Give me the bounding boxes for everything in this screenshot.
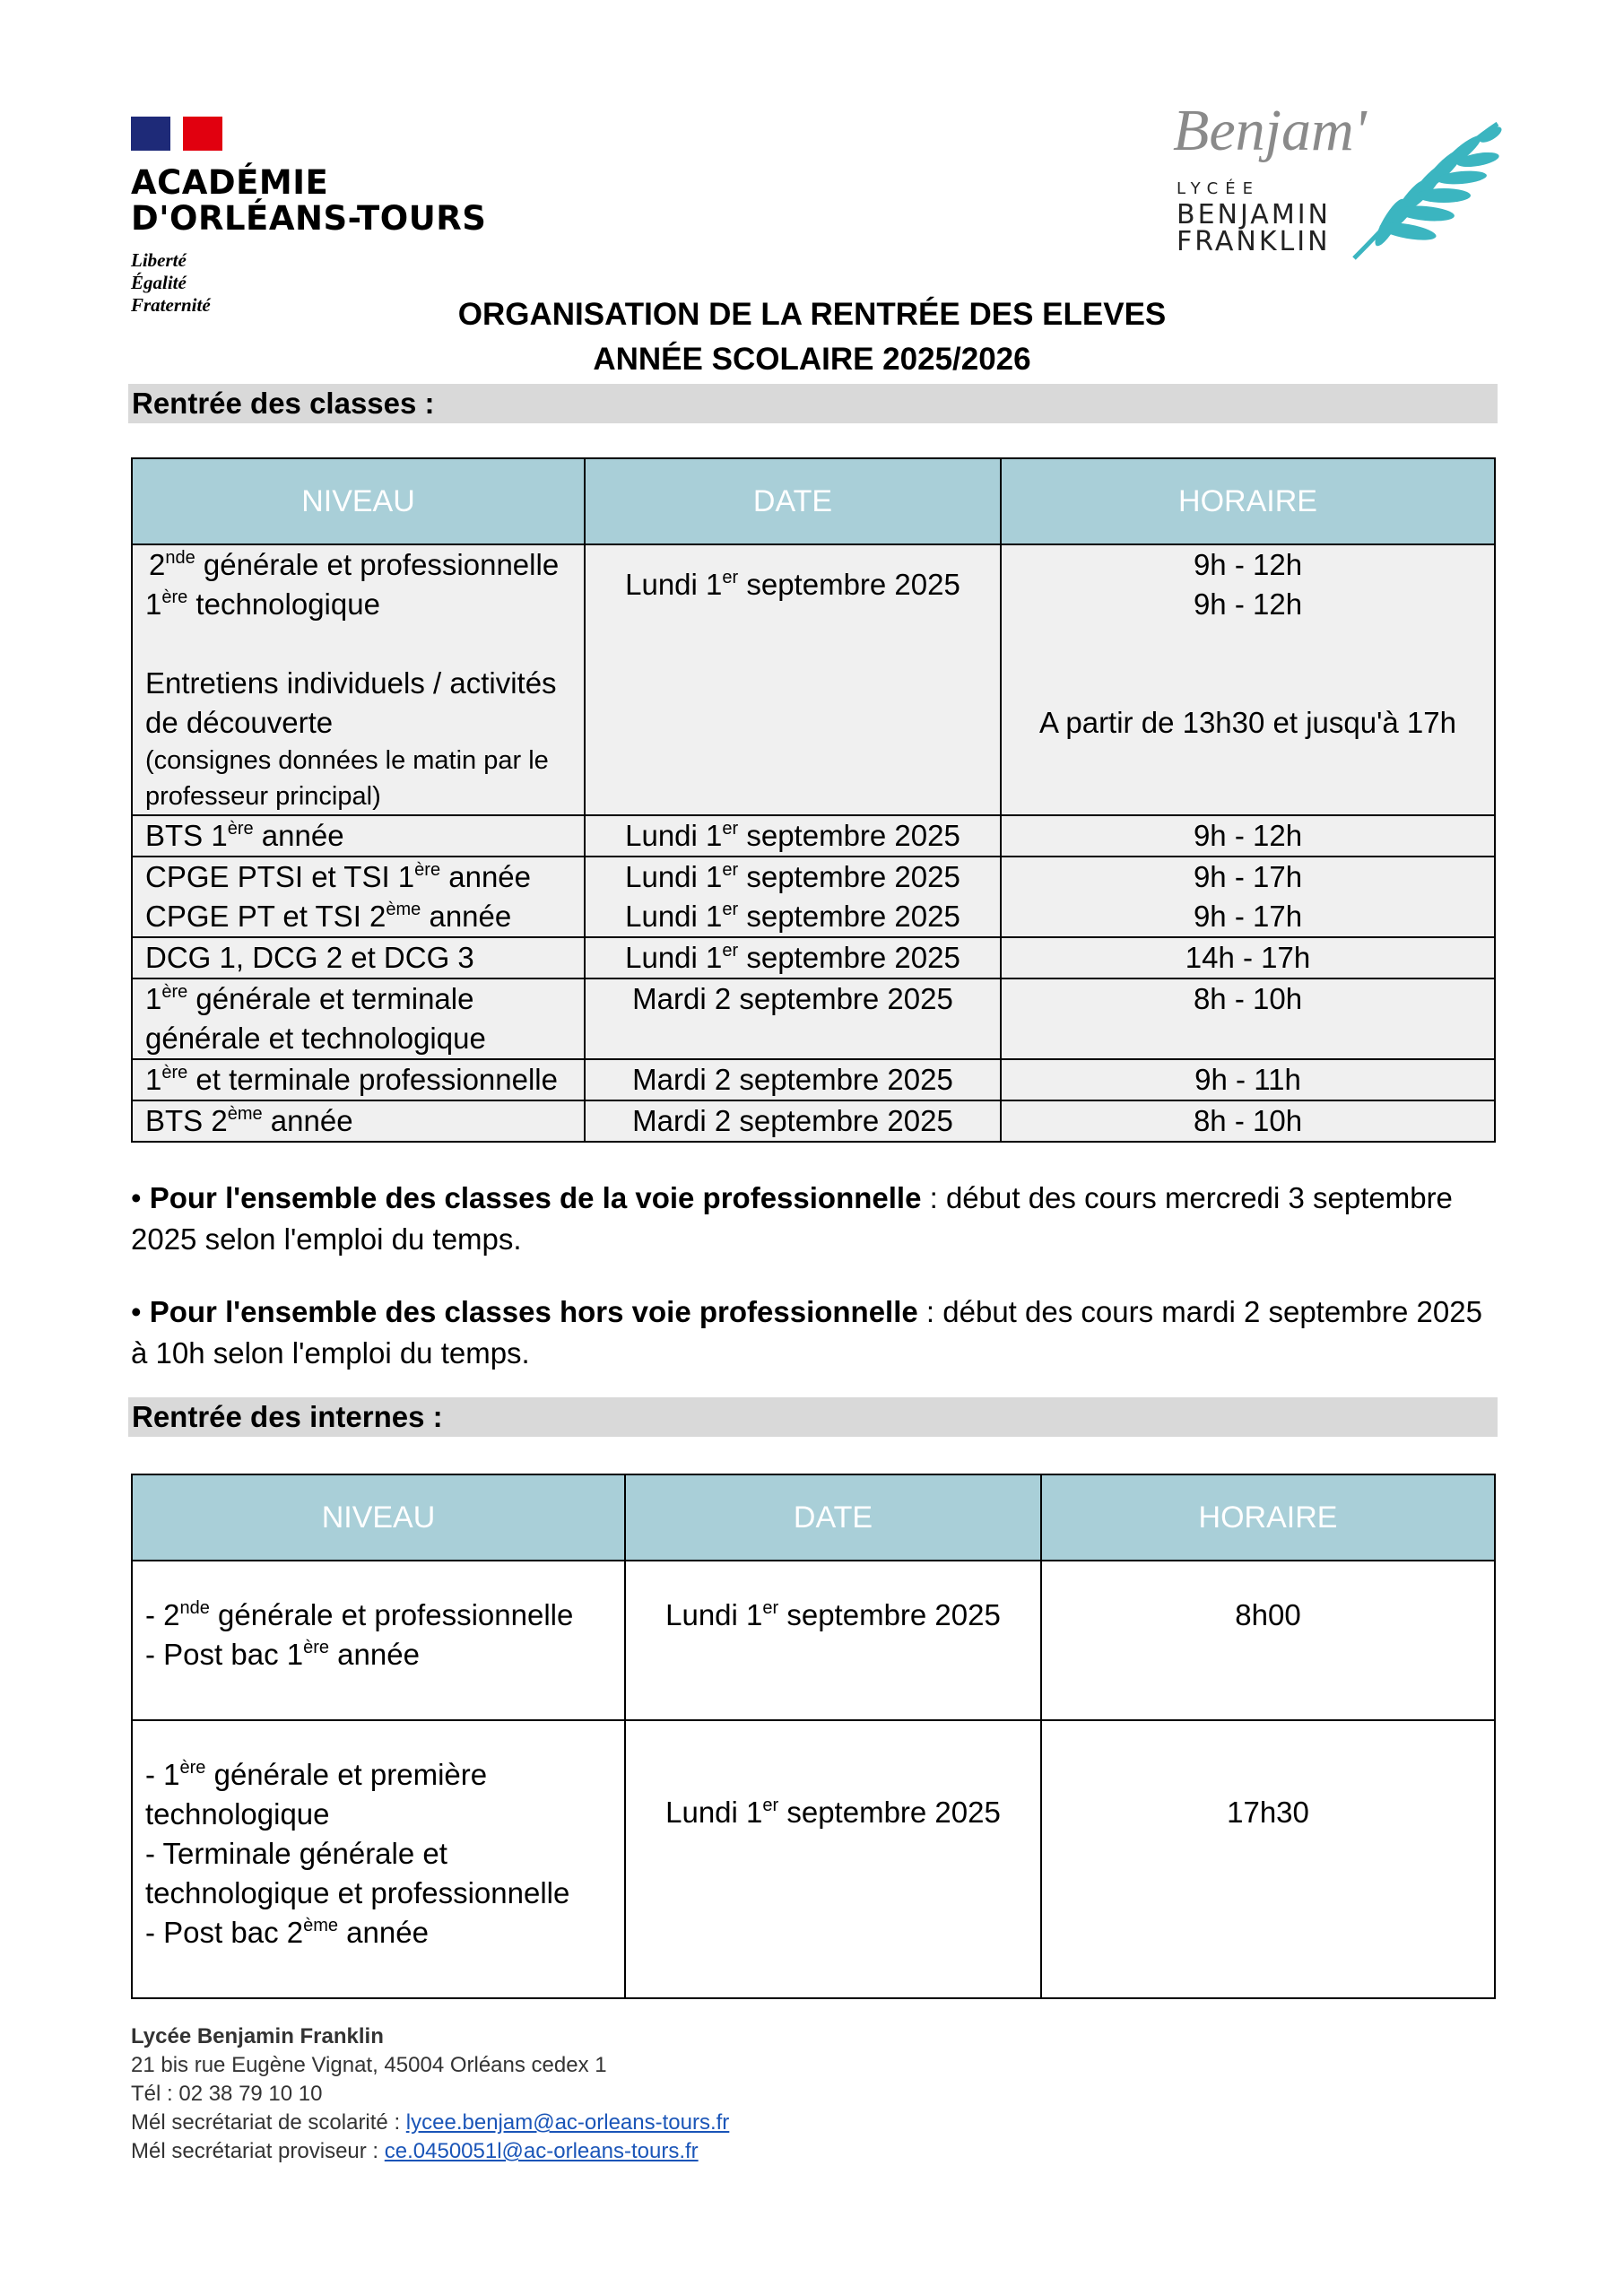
academie-logo [131, 117, 486, 317]
horaire-text: A partir de 13h30 et jusqu'à 17h [1039, 706, 1456, 739]
table-header-row [132, 1474, 1495, 1561]
section-heading-internes: Rentrée des internes : [128, 1397, 1498, 1437]
date-cell: Mardi 2 septembre 2025 [585, 1059, 1001, 1100]
date-cell: Mardi 2 septembre 2025 [585, 1100, 1001, 1142]
horaire-cell: 9h - 11h [1001, 1059, 1495, 1100]
niveau-cell: 1ère générale et terminale générale et technologique [132, 978, 585, 1059]
niveau-cell: DCG 1, DCG 2 et DCG 3 [132, 937, 585, 978]
academie-name [131, 165, 486, 237]
footer-school-name: Lycée Benjamin Franklin [131, 2024, 384, 2048]
column-header-niveau: NIVEAU [132, 1474, 625, 1561]
title-line2: ANNÉE SCOLAIRE 2025/2026 [593, 342, 1031, 377]
table-row [132, 978, 1495, 1059]
niveau-line: 2nde générale et professionnelle [149, 548, 560, 581]
table-row [132, 1059, 1495, 1100]
column-header-horaire: HORAIRE [1041, 1474, 1495, 1561]
table-row [132, 937, 1495, 978]
horaire-cell: 9h - 17h 9h - 17h [1001, 857, 1495, 937]
footer-phone: Tél : 02 38 79 10 10 [131, 2082, 323, 2106]
column-header-horaire: HORAIRE [1001, 458, 1495, 544]
lycee-logo [1157, 90, 1507, 269]
date-cell: Lundi 1er septembre 2025 Lundi 1er septembre 2025 [585, 857, 1001, 937]
niveau-line: 1ère technologique [145, 587, 380, 621]
table-row [132, 1561, 1495, 1720]
date-text: Lundi 1er septembre 2025 [625, 568, 960, 601]
niveau-note: (consignes données le matin par le professeur principal) [145, 746, 549, 811]
column-header-date: DATE [585, 458, 1001, 544]
horaire-cell: 8h00 [1041, 1561, 1495, 1720]
lycee-logo-name1: BENJAMIN [1177, 199, 1331, 230]
column-header-niveau: NIVEAU [132, 458, 585, 544]
table-row [132, 857, 1495, 937]
horaire-text: 9h - 12h [1193, 587, 1303, 621]
horaire-cell: 14h - 17h [1001, 937, 1495, 978]
motto-egalite: Égalité [131, 272, 187, 293]
column-header-date: DATE [625, 1474, 1041, 1561]
table-row [132, 815, 1495, 857]
table-row [132, 1100, 1495, 1142]
document-title [0, 292, 1624, 382]
table-row [132, 1720, 1495, 1998]
horaire-cell: 8h - 10h [1001, 1100, 1495, 1142]
footer-mail-scolarite: Mél secrétariat de scolarité : lycee.benjam@ac-orleans-tours.fr [131, 2110, 730, 2135]
motto-liberte: Liberté [131, 249, 187, 271]
niveau-cell: BTS 1ère année [132, 815, 585, 857]
bullet-icon: • [131, 1295, 142, 1328]
niveau-cell: BTS 2ème année [132, 1100, 585, 1142]
footer-address: 21 bis rue Eugène Vignat, 45004 Orléans cedex 1 [131, 2053, 607, 2077]
table-row [132, 544, 1495, 815]
table-header-row [132, 458, 1495, 544]
horaire-cell [1001, 544, 1495, 815]
date-cell: Lundi 1er septembre 2025 [585, 937, 1001, 978]
horaire-text: 9h - 12h [1193, 548, 1303, 581]
niveau-cell [132, 544, 585, 815]
academie-line2: D'ORLÉANS-TOURS [131, 199, 487, 238]
niveau-cell: CPGE PTSI et TSI 1ère année CPGE PT et TSI 2ème année [132, 857, 585, 937]
info-text: : début des cours mercredi 3 septembre 2025 selon l'emploi du temps. [131, 1181, 1453, 1256]
niveau-cell: 1ère et terminale professionnelle [132, 1059, 585, 1100]
info-paragraph-general [131, 1292, 1494, 1374]
niveau-cell: - 2nde générale et professionnelle - Post bac 1ère année [132, 1561, 625, 1720]
section-heading-classes: Rentrée des classes : [128, 384, 1498, 423]
info-paragraph-pro [131, 1178, 1494, 1260]
rentree-classes-table [131, 457, 1496, 1143]
date-cell: Lundi 1er septembre 2025 [585, 815, 1001, 857]
palm-leaf-icon [1336, 106, 1507, 276]
french-flag-icon [131, 117, 222, 151]
info-text: : début des cours mardi 2 septembre 2025 à 10h selon l'emploi du temps. [131, 1295, 1482, 1370]
info-bold: Pour l'ensemble des classes de la voie professionnelle [149, 1181, 922, 1214]
email-link-scolarite[interactable]: lycee.benjam@ac-orleans-tours.fr [405, 2110, 730, 2135]
date-cell: Lundi 1er septembre 2025 [625, 1561, 1041, 1720]
footer-contact [131, 2022, 729, 2166]
niveau-cell: - 1ère générale et première technologique - Terminale générale et technologique et professionnelle - Post bac 2ème année [132, 1720, 625, 1998]
niveau-line: Entretiens individuels / activités de découverte [145, 666, 557, 739]
rentree-internes-table [131, 1474, 1496, 1999]
lycee-logo-lycee: LYCÉE [1177, 179, 1260, 198]
title-line1: ORGANISATION DE LA RENTRÉE DES ELEVES [457, 297, 1167, 332]
date-cell: Lundi 1er septembre 2025 [625, 1720, 1041, 1998]
date-cell [585, 544, 1001, 815]
horaire-cell: 17h30 [1041, 1720, 1495, 1998]
email-link-proviseur[interactable]: ce.0450051l@ac-orleans-tours.fr [384, 2139, 699, 2163]
lycee-logo-script: Benjam' [1173, 98, 1367, 163]
academie-line1: ACADÉMIE [131, 163, 329, 202]
horaire-cell: 8h - 10h [1001, 978, 1495, 1059]
info-bold: Pour l'ensemble des classes hors voie professionnelle [149, 1295, 918, 1328]
horaire-cell: 9h - 12h [1001, 815, 1495, 857]
footer-mail-proviseur: Mél secrétariat proviseur : ce.0450051l@ac-orleans-tours.fr [131, 2139, 699, 2163]
lycee-logo-name2: FRANKLIN [1177, 226, 1331, 257]
bullet-icon: • [131, 1181, 142, 1214]
date-cell: Mardi 2 septembre 2025 [585, 978, 1001, 1059]
motto-fraternite: Fraternité [131, 294, 211, 316]
